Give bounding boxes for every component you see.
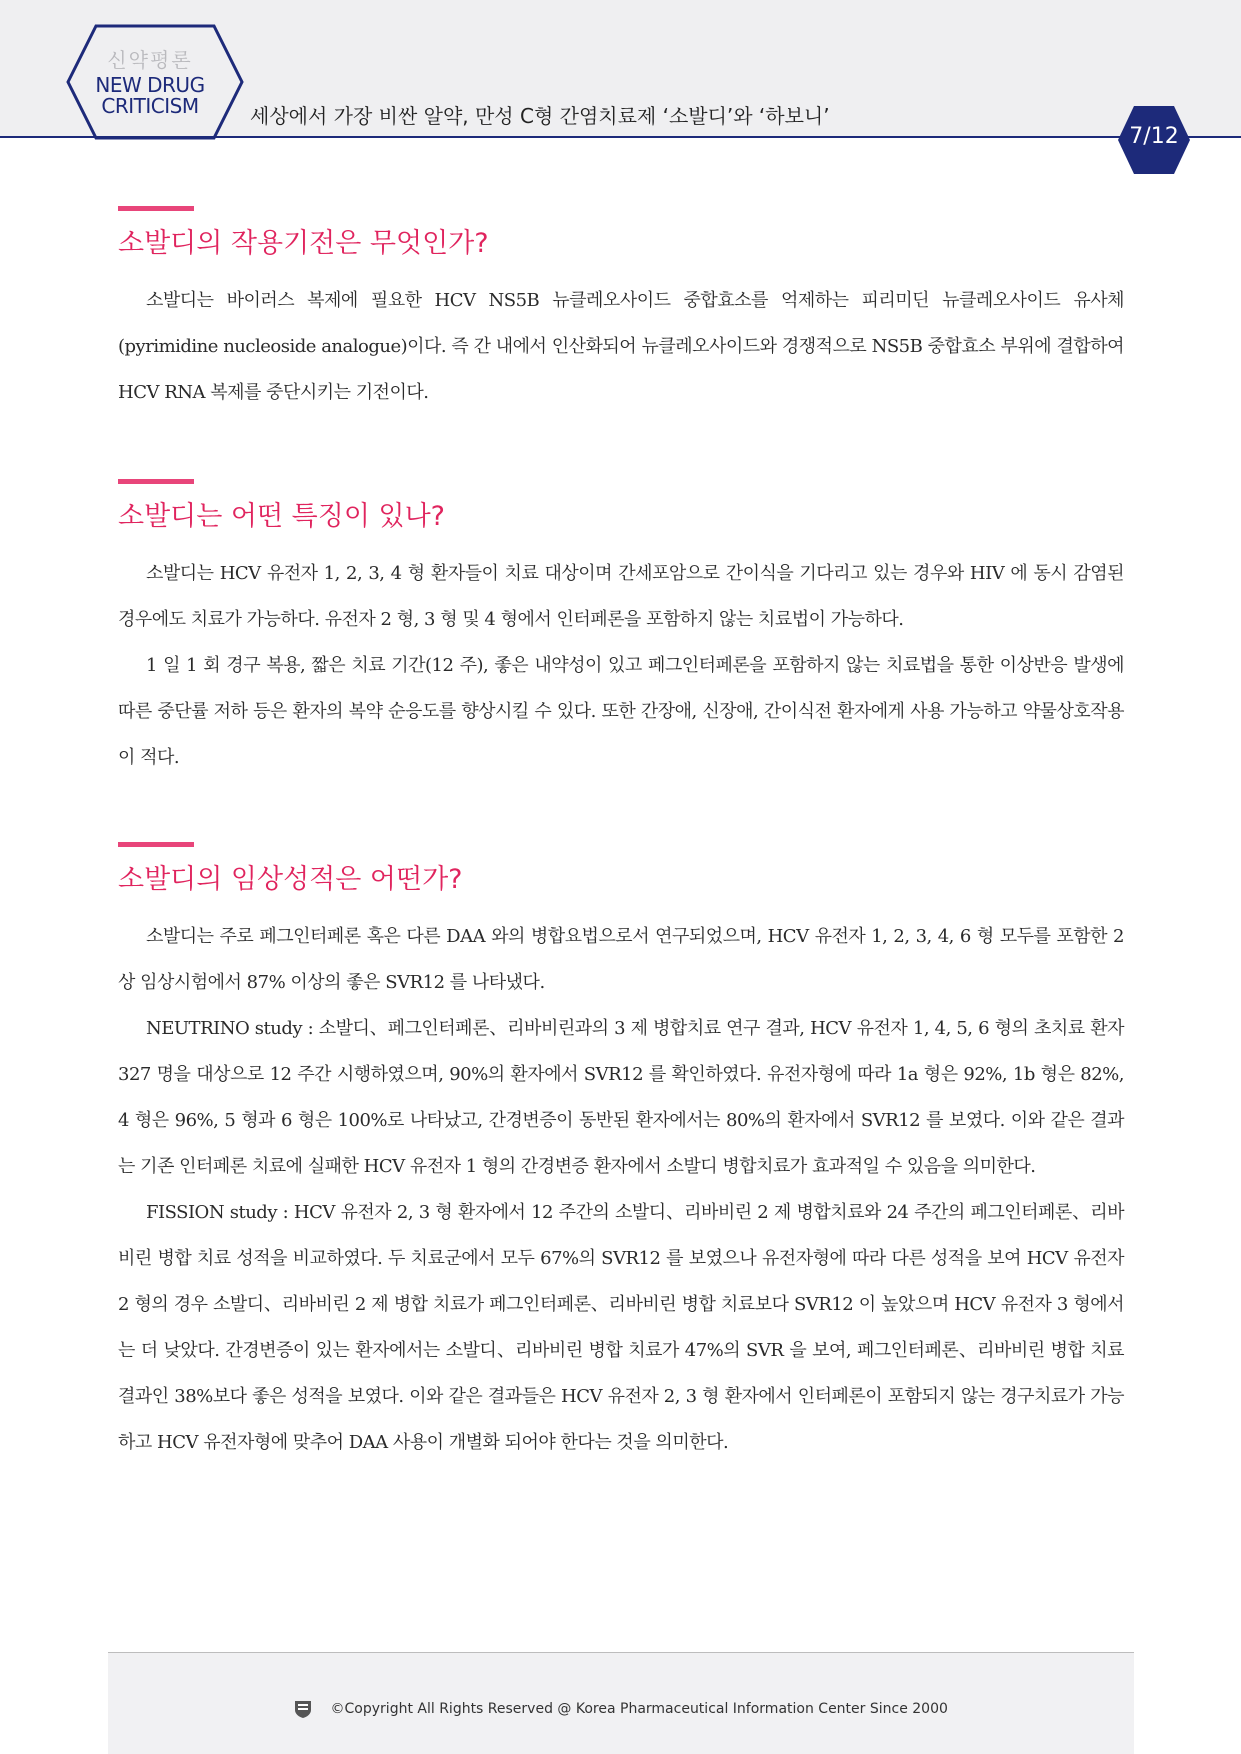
header-divider [0, 136, 1241, 138]
page-footer [108, 1653, 1134, 1754]
section-features [118, 479, 1124, 781]
paragraph: 소발디는 바이러스 복제에 필요한 HCV NS5B 뉴클레오사이드 중합효소를 억제하는 피리미딘 뉴클레오사이드 유사체(pyrimidine nucleoside analogue)이다. 즉 간 내에서 인산화되어 뉴클레오사이드와 경쟁적으로 NS5B 중합효소 부위에 결합하여 HCV RNA 복제를 중단시키는 기전이다. [118, 290, 1124, 403]
section-clinical-results [118, 842, 1124, 1466]
paragraph: 소발디는 HCV 유전자 1, 2, 3, 4 형 환자들이 치료 대상이며 간세포암으로 간이식을 기다리고 있는 경우와 HIV 에 동시 감염된 경우에도 치료가 가능하다. 유전자 2 형, 3 형 및 4 형에서 인터페론을 포함하지 않는 치료법이 가능하다. [118, 563, 1124, 630]
section-heading: 소발디는 어떤 특징이 있나? [118, 501, 445, 532]
section-accent-bar [118, 206, 194, 211]
section-mechanism [118, 206, 1124, 416]
section-accent-bar [118, 479, 194, 484]
section-heading: 소발디의 작용기전은 무엇인가? [118, 228, 489, 259]
emblem-icon [294, 1699, 312, 1719]
page-number: 7/12 [1129, 124, 1179, 149]
document-title: 세상에서 가장 비싼 알약, 만성 C형 간염치료제 ‘소발디’와 ‘하보니’ [250, 104, 830, 128]
logo-english-line1: NEW DRUG [95, 73, 205, 97]
footer-copyright-row [108, 1699, 1134, 1719]
paragraph: 소발디는 주로 페그인터페론 혹은 다른 DAA 와의 병합요법으로서 연구되었으며, HCV 유전자 1, 2, 3, 4, 6 형 모두를 포함한 2 상 임상시험에서 87% 이상의 좋은 SVR12 를 나타냈다. [118, 926, 1124, 993]
logo-english-line2: CRITICISM [101, 94, 199, 118]
logo-korean: 신약평론 [107, 48, 193, 72]
paragraph: FISSION study : HCV 유전자 2, 3 형 환자에서 12 주간의 소발디、리바비린 2 제 병합치료와 24 주간의 페그인터페론、리바비린 병합 치료 성적을 비교하였다. 두 치료군에서 모두 67%의 SVR12 를 보였으나 유전자형에 따라 다른 성적을 보여 HCV 유전자 2 형의 경우 소발디、리바비린 2 제 병합 치료가 페그인터페론、리바비린 병합 치료보다 SVR12 이 높았으며 HCV 유전자 3 형에서는 더 낮았다. 간경변증이 있는 환자에서는 소발디、리바비린 병합 치료가 47%의 SVR 을 보여, 페그인터페론、리바비린 병합 치료 결과인 38%보다 좋은 성적을 보였다. 이와 같은 결과들은 HCV 유전자 2, 3 형 환자에서 인터페론이 포함되지 않는 경구치료가 가능하고 HCV 유전자형에 맞추어 DAA 사용이 개별화 되어야 한다는 것을 의미한다. [118, 1202, 1124, 1453]
section-accent-bar [118, 842, 194, 847]
paragraph: 1 일 1 회 경구 복용, 짧은 치료 기간(12 주), 좋은 내약성이 있고 페그인터페론을 포함하지 않는 치료법을 통한 이상반응 발생에 따른 중단률 저하 등은 환자의 복약 순응도를 향상시킬 수 있다. 또한 간장애, 신장애, 간이식전 환자에게 사용 가능하고 약물상호작용이 적다. [118, 655, 1124, 768]
section-heading: 소발디의 임상성적은 어떤가? [118, 864, 463, 895]
copyright-text: ©Copyright All Rights Reserved @ Korea Pharmaceutical Information Center Since 2000 [330, 1701, 948, 1717]
paragraph: NEUTRINO study : 소발디、페그인터페론、리바비린과의 3 제 병합치료 연구 결과, HCV 유전자 1, 4, 5, 6 형의 초치료 환자 327 명을 대상으로 12 주간 시행하였으며, 90%의 환자에서 SVR12 를 확인하였다. 유전자형에 따라 1a 형은 92%, 1b 형은 82%, 4 형은 96%, 5 형과 6 형은 100%로 나타났고, 간경변증이 동반된 환자에서는 80%의 환자에서 SVR12 를 보였다. 이와 같은 결과는 기존 인터페론 치료에 실패한 HCV 유전자 1 형의 간경변증 환자에서 소발디 병합치료가 효과적일 수 있음을 의미한다. [118, 1018, 1124, 1177]
brand-logo [90, 50, 210, 117]
